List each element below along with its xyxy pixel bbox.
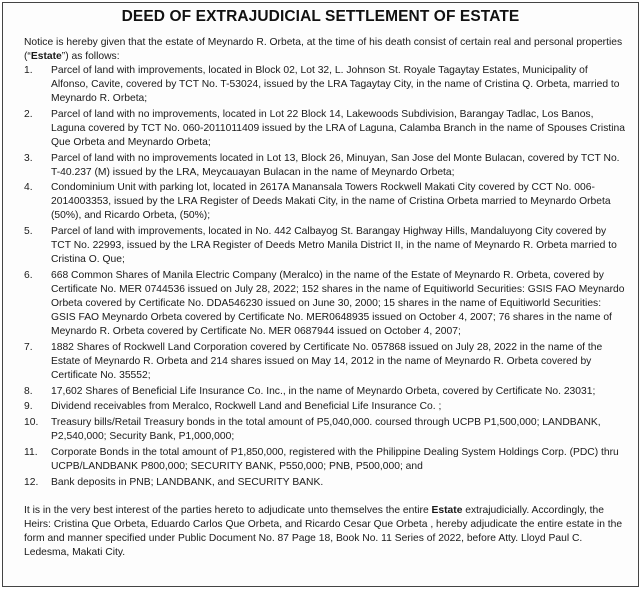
list-item: [24, 225, 626, 267]
list-item: [24, 181, 626, 223]
item-text: Parcel of land with no improvements, located in Lot 22 Block 14, Lakewoods Subdivision, Barangay Tadlac, Los Banos, Laguna covered by TCT No. 060-2011011409 issued by the LRA of Laguna, Calamba Branch in the name of Spouses Cristina Que Orbeta and Meynardo Orbeta;: [51, 108, 625, 148]
item-text: Corporate Bonds in the total amount of P1,850,000, registered with the Philippine Dealing System Holdings Corp. (PDC) thru UCPB/LANDBANK P800,000; SECURITY BANK, P550,000; PNB, P500,000; and: [51, 446, 619, 472]
legal-notice: [2, 2, 639, 587]
intro-paragraph: [24, 36, 626, 64]
item-text: Parcel of land with improvements, located in No. 442 Calbayog St. Barangay Highway Hills, Mandaluyong City covered by TCT No. 22993, issued by the LRA Register of Deeds Metro Manila District II, in the name of Meynardo R. Orbeta married to Cristina O. Que;: [51, 226, 617, 266]
item-number: 12.: [24, 476, 39, 488]
item-number: 4.: [24, 182, 33, 194]
item-text: Bank deposits in PNB; LANDBANK, and SECURITY BANK.: [51, 476, 324, 488]
item-number: 7.: [24, 341, 33, 353]
item-number: 6.: [24, 269, 33, 281]
list-item: [24, 400, 626, 414]
list-item: [24, 476, 626, 490]
item-text: 17,602 Shares of Beneficial Life Insurance Co. Inc., in the name of Meynardo Orbeta, covered by Certificate No. 23031;: [51, 385, 596, 397]
item-number: 8.: [24, 385, 33, 397]
item-number: 2.: [24, 108, 33, 120]
intro-text-before: Notice is hereby given that the estate of Meynardo R. Orbeta, at the time of his death consist of certain real and personal properties (“: [24, 37, 623, 62]
property-list: [24, 64, 626, 490]
closing-text-before: It is in the very best interest of the parties hereto to adjudicate unto themselves the entire: [24, 504, 432, 516]
item-number: 11.: [24, 446, 38, 458]
closing-text-after: extrajudicially. Accordingly, the Heirs: Cristina Que Orbeta, Eduardo Carlos Que Orbeta, and Ricardo Cesar Que Orbeta , hereby adjudicate the entire estate in the form and manner specified under Public Document No. 87 Page 18, Book No. 11 Series of 2022, before Atty. Lloyd Paul C. Ledesma, Makati City.: [24, 504, 623, 558]
item-number: 9.: [24, 401, 33, 413]
intro-text-after: ”) as follows:: [61, 51, 120, 62]
item-text: Dividend receivables from Meralco, Rockwell Land and Beneficial Life Insurance Co. ;: [51, 401, 442, 413]
item-text: 668 Common Shares of Manila Electric Company (Meralco) in the name of the Estate of Meynardo R. Orbeta, covered by Certificate No. MER 0744536 issued on July 28, 2022; 152 shares in the name of Equitiworld Securities: GSIS FAO Meynardo Orbeta covered by Certificate No. DDA546230 issued on June 30, 2000; 15 shares in the name of Equitiworld Securities: GSIS FAO Meynardo Orbeta covered by Certificate No. MER0648935 issued on October 4, 2007; 76 shares in the name of Meynardo R. Orbeta covered by Certificate No. MER 0687944 issued on October 4, 2007;: [51, 269, 625, 337]
item-text: Parcel of land with improvements, located in Block 02, Lot 32, L. Johnson St. Royale Tagaytay Estates, Municipality of Alfonso, Cavite, covered by TCT No. T-53024, issued by the LRA Tagaytay City, in the name of Cristina Q. Orbeta, married to Meynardo R. Orbeta;: [51, 65, 620, 104]
list-item: [24, 152, 626, 180]
item-number: 10.: [24, 417, 39, 429]
item-text: Parcel of land with no improvements located in Lot 13, Block 26, Minuyan, San Jose del Monte Bulacan, covered by TCT No. T-40.237 (M) issued by the LRA, Meycauayan Bulacan in the name of Meynardo Orbeta;: [51, 152, 620, 178]
closing-paragraph: [24, 504, 626, 560]
item-number: 3.: [24, 152, 33, 164]
list-item: [24, 269, 626, 339]
item-text: Condominium Unit with parking lot, located in 2617A Manansala Towers Rockwell Makati City covered by CCT No. 006-2014003353, issued by the LRA Register of Deeds Makati City, in the name of Cristina Orbeta married to Meynardo Orbeta (50%), and Ricardo Orbeta, (50%);: [51, 182, 611, 222]
list-item: [24, 108, 626, 150]
item-text: Treasury bills/Retail Treasury bonds in the total amount of P5,040,000. coursed through UCPB P1,500,000; LANDBANK, P2,540,000; Security Bank, P1,000,000;: [51, 417, 601, 443]
item-number: 1.: [24, 65, 33, 76]
notice-title: DEED OF EXTRAJUDICIAL SETTLEMENT OF ESTATE: [121, 8, 520, 25]
list-item: [24, 446, 626, 474]
item-number: 5.: [24, 226, 33, 238]
item-text: 1882 Shares of Rockwell Land Corporation covered by Certificate No. 057868 issued on July 28, 2022 in the name of the Estate of Meynardo R. Orbeta and 214 shares issued on May 14, 2012 in the name of Meynardo R. Orbeta covered by Certificate No. 35552;: [51, 341, 603, 381]
list-item: [24, 385, 626, 399]
intro-estate-term: Estate: [30, 51, 62, 62]
list-item: [24, 416, 626, 444]
list-item: [24, 341, 626, 383]
closing-estate-term: Estate: [431, 504, 463, 516]
list-item: [24, 64, 626, 106]
